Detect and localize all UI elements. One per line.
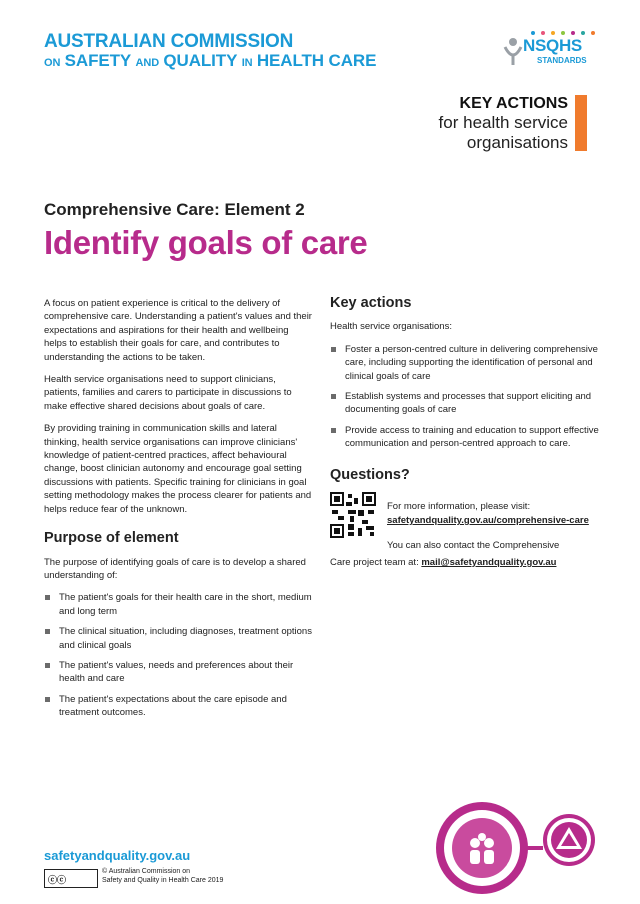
email-link[interactable]: mail@safetyandquality.gov.au (421, 557, 557, 569)
qr-code-icon (330, 492, 376, 538)
key-actions-title: KEY ACTIONS (459, 95, 568, 112)
comprehensive-care-emblem-icon (425, 795, 605, 895)
copyright-line-2: Safety and Quality in Health Care 2019 (102, 877, 224, 884)
key-actions-banner (439, 95, 568, 152)
purpose-heading: Purpose of element (44, 530, 179, 547)
element-subheading: Comprehensive Care: Element 2 (44, 200, 305, 219)
list-item: Provide access to training and education to support effective communication and person-centred approach to care. (330, 424, 600, 451)
intro-paragraph-2: Health service organisations need to support clinicians, patients, families and carers to participate in discussions to make effective shared decisions about goals of care. (44, 374, 292, 412)
cc-icon: ⓒⓒ (48, 875, 67, 885)
purpose-list (44, 591, 312, 719)
org-name-line2: ON SAFETY AND QUALITY IN HEALTH CARE (44, 50, 377, 70)
intro-paragraph-3: By providing training in communication skills and lateral thinking, health service organisations can improve clinicians' knowledge of patient-centred practices, affect behavioural change, boost clinician autonomy and encourage goal setting discussions with patients. Specific training for clinicians in goal setting methodology makes the process clearer for patients and helps reduce fear of the unknown. (44, 423, 312, 515)
organisation-name (44, 32, 376, 71)
nsqhs-logo (503, 31, 603, 71)
left-column (44, 297, 312, 727)
questions-heading: Questions? (330, 466, 410, 483)
list-item: Foster a person-centred culture in delivering comprehensive care, including supporting the identification of personal and clinical goals of care (330, 343, 600, 383)
key-actions-subtitle-2: organisations (466, 132, 568, 152)
copyright-notice (102, 867, 223, 885)
nsqhs-wordmark: NSQHS (523, 36, 582, 55)
org-name-line1: AUSTRALIAN COMMISSION (44, 31, 294, 52)
nsqhs-standards-label: STANDARDS (537, 56, 587, 65)
list-item: The clinical situation, including diagnoses, treatment options and clinical goals (44, 625, 312, 652)
questions-text: For more information, please visit: (387, 501, 531, 513)
contact-line (330, 556, 600, 569)
right-column (330, 297, 600, 569)
page-title: Identify goals of care (44, 224, 368, 261)
list-item: The patient's goals for their health care in the short, medium and long term (44, 591, 312, 618)
intro-paragraph-1: A focus on patient experience is critical to the delivery of comprehensive care. Understanding a patient's values and their expectations and aspirations for their health and wellbeing helps to establish their goals for care, and contributes to understanding the actions to be taken. (44, 298, 312, 363)
key-actions-subtitle-1: for health service (438, 113, 568, 133)
nsqhs-figure-icon (503, 37, 523, 67)
purpose-intro: The purpose of identifying goals of care is to develop a shared understanding of: (44, 556, 306, 581)
comprehensive-care-link[interactable]: safetyandquality.gov.au/comprehensive-care (387, 515, 589, 527)
creative-commons-badge (44, 869, 98, 888)
questions-block (330, 492, 600, 552)
key-actions-intro: Health service organisations: (330, 321, 452, 333)
list-item: The patient's values, needs and preferences about their health and care (44, 659, 312, 686)
contact-text: You can also contact the Comprehensive (387, 540, 560, 552)
contact-text-2: Care project team at: (330, 557, 419, 569)
orange-accent-bar (575, 95, 587, 151)
list-item: The patient's expectations about the care episode and treatment outcomes. (44, 693, 312, 720)
copyright-line-1: © Australian Commission on (102, 868, 191, 875)
website-link[interactable]: safetyandquality.gov.au (44, 848, 191, 863)
key-actions-heading: Key actions (330, 295, 412, 311)
list-item: Establish systems and processes that support eliciting and documenting goals of care (330, 390, 600, 417)
key-actions-list (330, 343, 600, 451)
